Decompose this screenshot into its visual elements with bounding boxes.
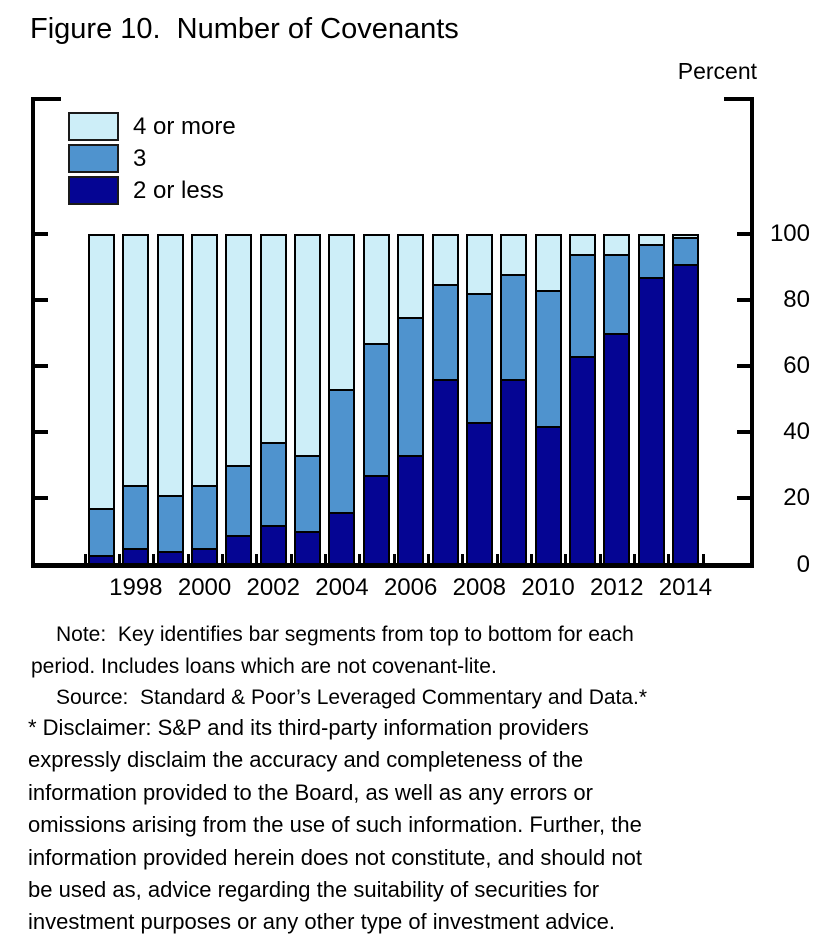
bar-segment-2004-2-or-less	[328, 512, 355, 567]
bar-segment-2007-4-or-more	[432, 234, 459, 286]
source-line: Source: Standard & Poor’s Leveraged Commentary and Data.*	[56, 686, 648, 709]
bar-segment-2011-4-or-more	[569, 234, 596, 256]
y-tick-left	[35, 298, 48, 302]
bar-segment-2012-3	[603, 254, 630, 335]
bar-segment-2008-3	[466, 293, 493, 424]
bar-segment-1998-3	[122, 485, 149, 550]
bar-segment-1999-4-or-more	[157, 234, 184, 497]
bar-segment-1997-3	[88, 508, 115, 556]
y-tick-label: 40	[783, 418, 810, 446]
bar-segment-2007-2-or-less	[432, 379, 459, 566]
legend-label-4-or-more: 4 or more	[133, 113, 236, 140]
y-tick-right	[737, 430, 750, 434]
bar-segment-2006-4-or-more	[397, 234, 424, 319]
y-tick-label: 80	[783, 286, 810, 314]
bar-segment-2009-2-or-less	[500, 379, 527, 566]
disclaimer-line-2: expressly disclaim the accuracy and completeness of the	[28, 747, 584, 773]
bar-segment-2014-2-or-less	[672, 264, 699, 567]
y-axis-unit-label: Percent	[677, 58, 757, 84]
bar-segment-2004-3	[328, 389, 355, 513]
bar-segment-2005-4-or-more	[363, 234, 390, 345]
x-tick-label: 2008	[452, 574, 507, 601]
y-tick-left	[35, 430, 48, 434]
bar-segment-2014-3	[672, 237, 699, 265]
bar-segment-2014-4-or-more	[672, 234, 699, 239]
disclaimer-line-5: information provided herein does not constitute, and should not	[28, 844, 642, 870]
bar-segment-2012-2-or-less	[603, 333, 630, 566]
legend-swatch-3	[68, 144, 119, 173]
frame-top-left-corner	[31, 97, 61, 101]
bar-segment-2010-4-or-more	[535, 234, 562, 292]
bar-segment-1999-3	[157, 495, 184, 553]
bar-segment-2013-4-or-more	[638, 234, 665, 246]
bar-segment-2011-3	[569, 254, 596, 358]
bar-segment-2009-3	[500, 274, 527, 382]
y-tick-label: 100	[769, 220, 810, 247]
note-line-2: period. Includes loans which are not covenant-lite.	[31, 655, 497, 678]
x-tick-label: 2006	[383, 574, 438, 601]
bar-segment-2001-3	[225, 465, 252, 536]
bar-segment-2000-4-or-more	[191, 234, 218, 487]
y-tick-label: 0	[796, 550, 810, 578]
bar-segment-2002-4-or-more	[260, 234, 287, 444]
disclaimer-line-7: investment purposes or any other type of investment advice.	[28, 909, 615, 935]
y-tick-right	[737, 232, 750, 236]
disclaimer-line-6: be used as, advice regarding the suitability of securities for	[28, 877, 600, 903]
bar-segment-1997-4-or-more	[88, 234, 115, 510]
bar-segment-2003-2-or-less	[294, 531, 321, 566]
disclaimer-line-3: information provided to the Board, as well as any errors or	[28, 779, 593, 805]
y-tick-right	[737, 496, 750, 500]
frame-top-right-corner	[724, 97, 754, 101]
note-line-1: Note: Key identifies bar segments from top to bottom for each	[56, 623, 634, 646]
x-tick-label: 2010	[521, 574, 575, 601]
legend-swatch-2-or-less	[68, 176, 119, 205]
bar-segment-2013-3	[638, 244, 665, 279]
x-tick-label: 2002	[246, 574, 300, 601]
y-tick-right	[737, 364, 750, 368]
bar-segment-2005-2-or-less	[363, 475, 390, 566]
bar-segment-2002-3	[260, 442, 287, 527]
bar-segment-2007-3	[432, 284, 459, 382]
bar-segment-2010-2-or-less	[535, 426, 562, 567]
bar-segment-2006-3	[397, 317, 424, 458]
bar-segment-2004-4-or-more	[328, 234, 355, 391]
x-tick-label: 2004	[315, 574, 369, 601]
bar-segment-2008-4-or-more	[466, 234, 493, 295]
y-tick-left	[35, 232, 48, 236]
y-tick-left	[35, 496, 48, 500]
legend-label-3: 3	[133, 145, 147, 172]
x-axis	[31, 563, 754, 568]
y-tick-right	[737, 298, 750, 302]
disclaimer-line-1: * Disclaimer: S&P and its third-party information providers	[28, 715, 589, 740]
bar-segment-2005-3	[363, 343, 390, 477]
bar-segment-2011-2-or-less	[569, 356, 596, 566]
bar-segment-2010-3	[535, 290, 562, 428]
bar-segment-2001-2-or-less	[225, 535, 252, 567]
y-axis-right	[750, 97, 754, 568]
bar-segment-2009-4-or-more	[500, 234, 527, 276]
x-tick-label: 2000	[177, 574, 232, 601]
bar-segment-2001-4-or-more	[225, 234, 252, 467]
x-tick-label: 2014	[658, 574, 713, 601]
figure-title: Figure 10. Number of Covenants	[30, 13, 459, 45]
bar-segment-2002-2-or-less	[260, 525, 287, 567]
bar-segment-2013-2-or-less	[638, 277, 665, 567]
bar-segment-2003-4-or-more	[294, 234, 321, 457]
y-tick-label: 20	[783, 484, 810, 512]
bar-segment-2012-4-or-more	[603, 234, 630, 256]
legend-label-2-or-less: 2 or less	[133, 177, 224, 204]
bar-segment-1998-4-or-more	[122, 234, 149, 487]
disclaimer-block	[28, 712, 808, 939]
y-tick-left	[35, 364, 48, 368]
x-tick-label: 1998	[109, 574, 163, 601]
x-tick-label: 2012	[590, 574, 644, 601]
bar-segment-2000-3	[191, 485, 218, 550]
legend-swatch-4-or-more	[68, 112, 119, 141]
disclaimer-line-4: omissions arising from the use of such information. Further, the	[28, 812, 642, 838]
bar-segment-2008-2-or-less	[466, 422, 493, 566]
bar-segment-2003-3	[294, 455, 321, 533]
bar-segment-2006-2-or-less	[397, 455, 424, 566]
y-tick-label: 60	[783, 352, 810, 380]
